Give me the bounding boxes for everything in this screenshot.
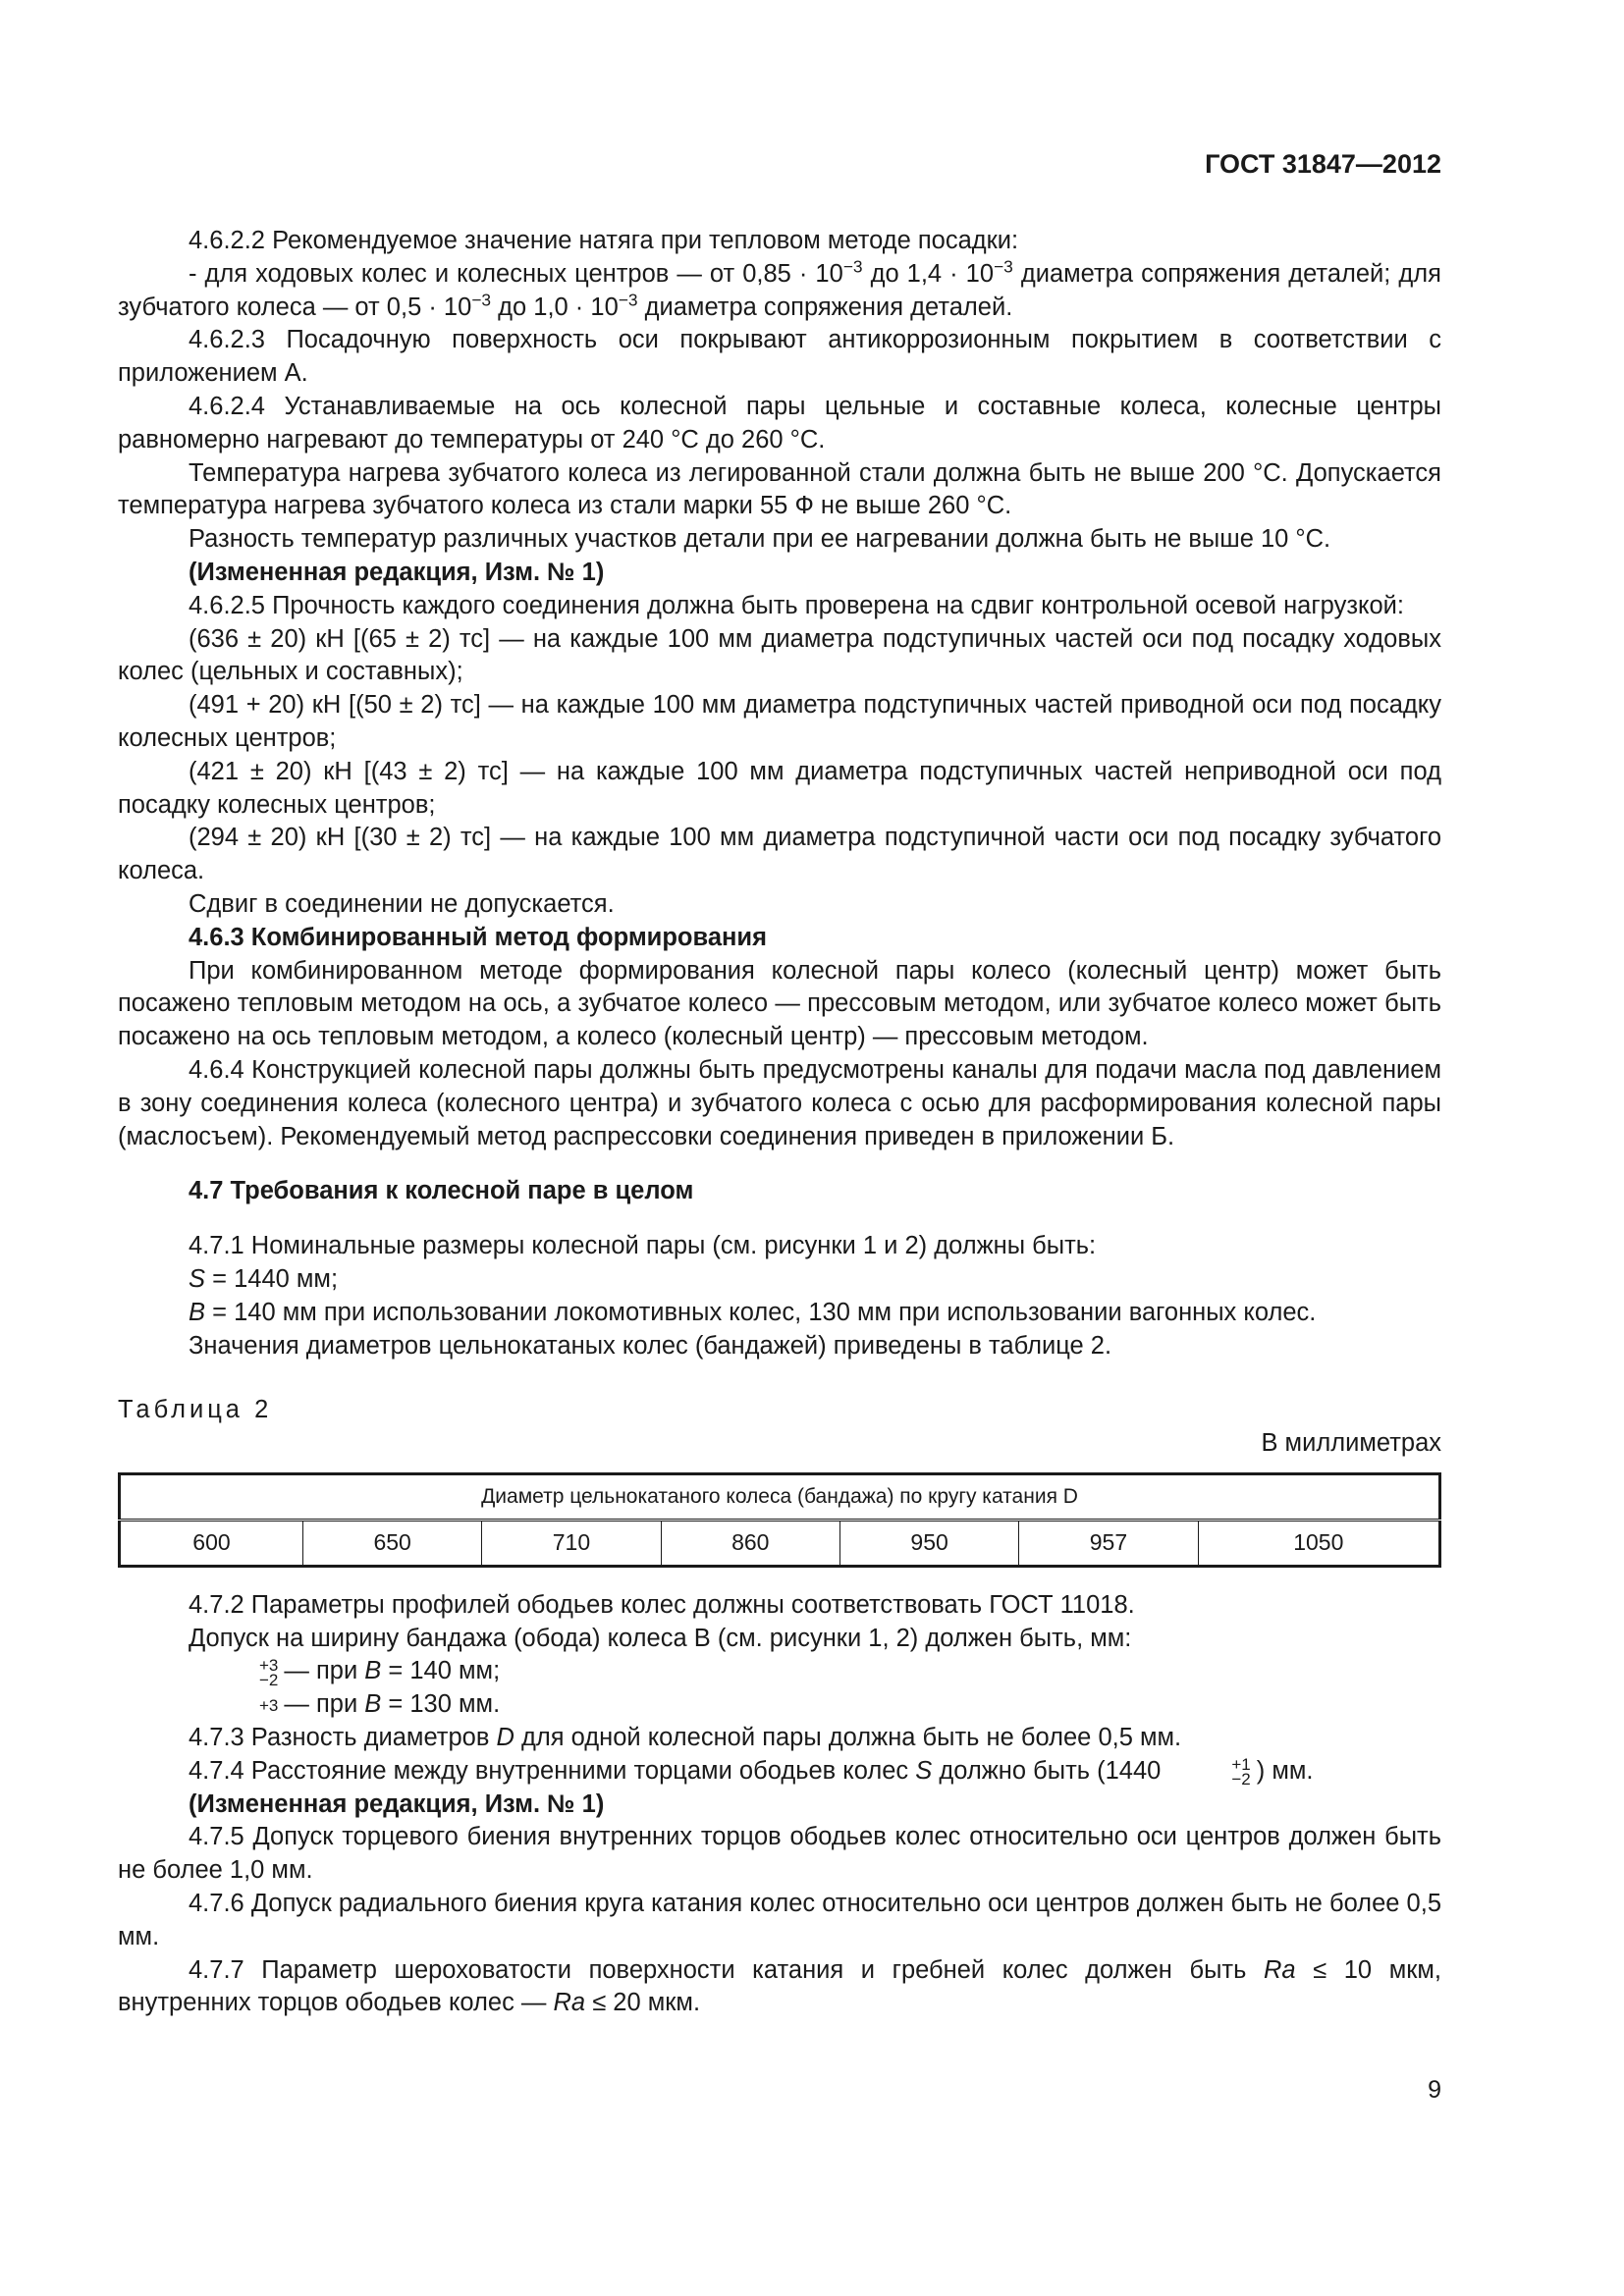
paragraph: 4.7.4 Расстояние между внутренними торцами ободьев колес S должно быть (1440 +1 −2 ) мм. [189,1755,1314,1789]
document-body [118,225,1441,2020]
paragraph: 4.7.3 Разность диаметров D для одной колесной пары должна быть не более 0,5 мм. [189,1724,1182,1752]
paragraph: (294 ± 20) кН [(30 ± 2) тс] — на каждые 100 мм диаметра подступичной части оси под посадку зубчатого колеса. [118,824,1441,885]
tolerance-value: +3 [259,1696,279,1716]
paragraph: 4.7.7 Параметр шероховатости поверхности катания и гребней колес должен быть Ra ≤ 10 мкм, внутренних торцов ободьев колес — Ra ≤ 20 мкм. [118,1955,1442,2017]
table-header: Диаметр цельнокатаного колеса (бандажа) по кругу катания D [120,1473,1440,1520]
paragraph: (636 ± 20) кН [(65 ± 2) тс] — на каждые 100 мм диаметра подступичных частей оси под посадку ходовых колес (цельных и составных); [118,624,1441,686]
table-cell: 950 [839,1520,1018,1566]
paragraph: Значения диаметров цельнокатаных колес (бандажей) приведены в таблице 2. [189,1331,1112,1360]
paragraph: 4.7.5 Допуск торцевого биения внутренних торцов ободьев колес относительно оси центров должен быть не более 1,0 мм. [118,1823,1441,1885]
tolerance-value: +3 −2 [259,1655,279,1689]
table-caption: Таблица 2 [118,1396,273,1424]
paragraph: 4.6.2.4 Устанавливаемые на ось колесной пары цельные и составные колеса, колесные центры равномерно нагревают до температуры от 240 °С до 260 °С. [118,392,1441,454]
paragraph: 4.7.1 Номинальные размеры колесной пары (см. рисунки 1 и 2) должны быть: [189,1232,1097,1260]
amendment-note: (Измененная редакция, Изм. № 1) [189,558,605,586]
amendment-note: (Измененная редакция, Изм. № 1) [189,1789,605,1818]
paragraph: 4.6.2.3 Посадочную поверхность оси покрывают антикоррозионным покрытием в соответствии с приложением А. [118,326,1441,388]
paragraph: 4.6.4 Конструкцией колесной пары должны быть предусмотрены каналы для подачи масла под давлением в зону соединения колеса (колесного центра) и зубчатого колеса с осью для расформирования колесной пары (маслосъем). Рекомендуемый метод распрессовки соединения приведен в приложении Б. [118,1055,1441,1150]
paragraph: Допуск на ширину бандажа (обода) колеса В (см. рисунки 1, 2) должен быть, мм: [189,1624,1132,1652]
table-cell: 650 [302,1520,481,1566]
document-code: ГОСТ 31847—2012 [1205,149,1441,179]
paragraph: - для ходовых колес и колесных центров — от $0,85 \cdot 10^{-3}$ до $1,4 \cdot 10^{-3}$ диаметра сопряжения деталей; для зубчатого колеса — от $0,5 \cdot 10^{-3}$ до $1,0 \cdot 10^{-3}$ диаметра сопряжения деталей. [118,256,1441,321]
page-number: 9 [1428,2076,1441,2104]
section-heading: 4.6.3 Комбинированный метод формирования [189,923,767,951]
section-heading: 4.7 Требования к колесной паре в целом [189,1177,694,1205]
table-cell: 957 [1019,1520,1198,1566]
table-cell: 860 [661,1520,839,1566]
paragraph: 4.6.2.2 Рекомендуемое значение натяга при тепловом методе посадки: [189,227,1019,254]
paragraph: Сдвиг в соединении не допускается. [189,889,615,918]
table-units: В миллиметрах [1261,1429,1441,1458]
table-cell: 710 [482,1520,661,1566]
tolerance-value: +1 −2 [1231,1755,1251,1789]
paragraph: (421 ± 20) кН [(43 ± 2) тс] — на каждые 100 мм диаметра подступичных частей неприводной оси под посадку колесных центров; [118,757,1441,819]
table-cell: 600 [120,1520,303,1566]
table-cell: 1050 [1198,1520,1439,1566]
diameter-table [118,1472,1441,1568]
tolerance-line: +3 −2 — при B = 140 мм; [118,1655,1441,1688]
paragraph: 4.7.6 Допуск радиального биения круга катания колес относительно оси центров должен быть не более 0,5 мм. [118,1890,1441,1950]
paragraph: При комбинированном методе формирования колесной пары колесо (колесный центр) может быть посажено тепловым методом на ось, а зубчатое колесо — прессовым методом, или зубчатое колесо может быть посажено на ось тепловым методом, а колесо (колесный центр) — прессовым методом. [118,956,1441,1051]
paragraph: B = 140 мм при использовании локомотивных колес, 130 мм при использовании вагонных колес. [189,1298,1317,1326]
paragraph: Температура нагрева зубчатого колеса из легированной стали должна быть не выше 200 °С. Допускается температура нагрева зубчатого колеса из стали марки 55 Ф не выше 260 °С. [118,458,1441,520]
paragraph: S = 1440 мм; [189,1264,339,1293]
paragraph: 4.7.2 Параметры профилей ободьев колес должны соответствовать ГОСТ 11018. [189,1590,1135,1619]
tolerance-line: +3 — при B = 130 мм. [118,1688,1441,1722]
paragraph: Разность температур различных участков детали при ее нагревании должна быть не выше 10 °С. [189,525,1331,554]
paragraph: (491 + 20) кН [(50 ± 2) тс] — на каждые 100 мм диаметра подступичных частей приводной оси под посадку колесных центров; [118,691,1441,752]
paragraph: 4.6.2.5 Прочность каждого соединения должна быть проверена на сдвиг контрольной осевой нагрузкой: [189,591,1404,619]
